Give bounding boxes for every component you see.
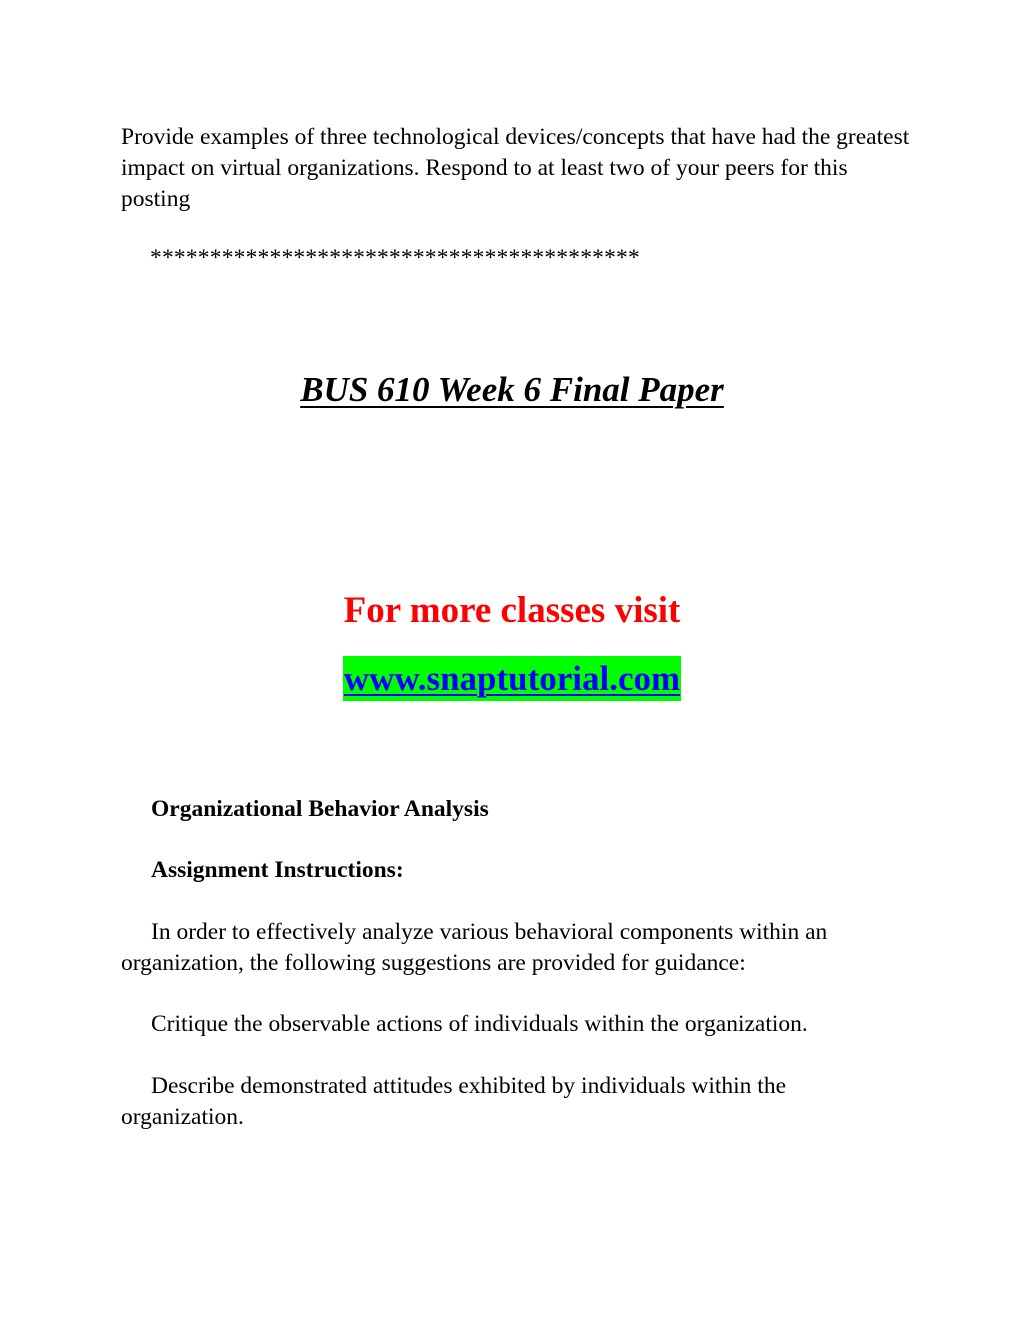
document-title: BUS 610 Week 6 Final Paper [300,370,724,409]
instruction-paragraph: In order to effectively analyze various behavioral components within an organization, the following suggestions are provided for guidance: [121,919,828,976]
website-link[interactable]: www.snaptutorial.com [343,656,681,701]
instructions-heading: Assignment Instructions: [151,857,404,883]
intro-paragraph: Provide examples of three technological devices/concepts that have had the greatest impact on virtual organizations. Respond to at least two of your peers for this posting [121,124,910,212]
instruction-paragraph: Critique the observable actions of individuals within the organization. [151,1011,808,1037]
promo-text: For more classes visit [343,590,681,631]
section-heading: Organizational Behavior Analysis [151,796,489,822]
instruction-paragraph: Describe demonstrated attitudes exhibited by individuals within the organization. [121,1073,787,1130]
website-link-container [0,656,1024,701]
separator-asterisks: ***************************************** [150,245,640,271]
